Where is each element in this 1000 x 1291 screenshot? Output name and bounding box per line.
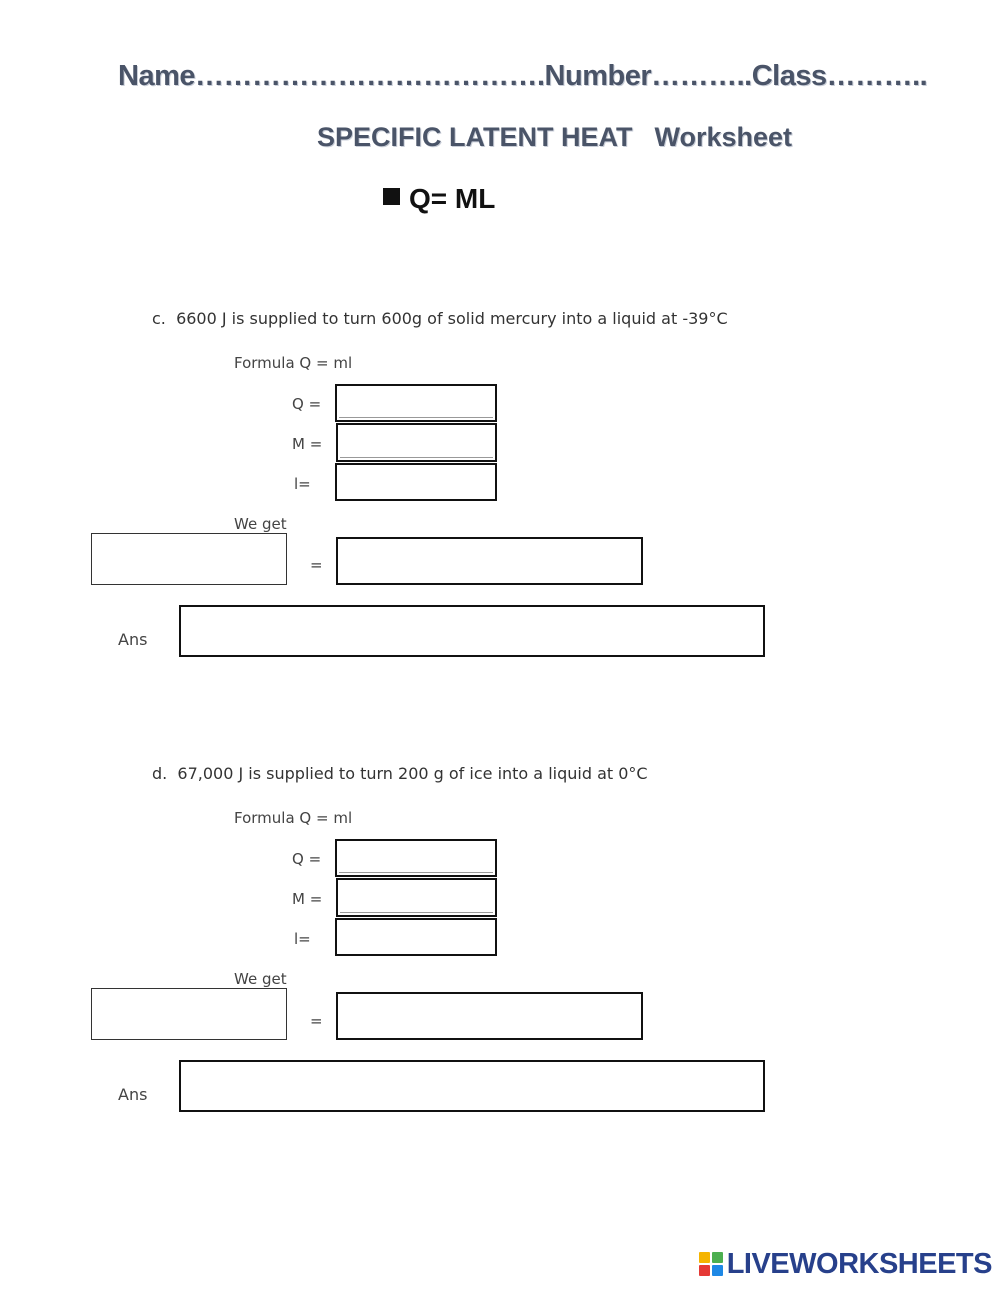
question-d-we-get-left-input[interactable]	[91, 988, 287, 1040]
square-bullet-icon	[383, 188, 400, 205]
question-d-ans-label: Ans	[118, 1085, 148, 1104]
question-c-statement: 6600 J is supplied to turn 600g of solid mercury into a liquid at -39°C	[176, 309, 728, 328]
question-c-we-get-right-input[interactable]	[336, 537, 643, 585]
question-c-formula: Formula Q = ml	[234, 354, 353, 372]
question-d-m-input[interactable]	[336, 878, 497, 917]
main-formula-text: Q= ML	[409, 183, 496, 214]
title-worksheet: Worksheet	[654, 122, 793, 152]
logo-block-4	[712, 1265, 723, 1276]
question-d-q-label: Q =	[292, 850, 322, 868]
question-c-prefix: c.	[152, 309, 166, 328]
main-formula	[383, 183, 495, 215]
logo-blocks-icon	[699, 1252, 723, 1276]
question-c-l-label: l=	[294, 475, 311, 493]
question-c-answer-input[interactable]	[179, 605, 765, 657]
question-d-statement: 67,000 J is supplied to turn 200 g of ice into a liquid at 0°C	[177, 764, 648, 783]
question-c-l-input[interactable]	[335, 463, 497, 501]
question-c-q-input[interactable]	[335, 384, 497, 422]
question-d-l-input[interactable]	[335, 918, 497, 956]
question-d-m-label: M =	[292, 890, 323, 908]
question-d-l-label: l=	[294, 930, 311, 948]
student-info-line: Name……………………………….Number………..Class………..	[118, 60, 928, 92]
logo-block-1	[699, 1252, 710, 1263]
question-d-we-get-label: We get	[234, 970, 287, 988]
question-c-text	[152, 309, 728, 328]
liveworksheets-logo	[699, 1249, 992, 1279]
question-c-q-label: Q =	[292, 395, 322, 413]
question-c-we-get-left-input[interactable]	[91, 533, 287, 585]
question-c-ans-label: Ans	[118, 630, 148, 649]
question-d-prefix: d.	[152, 764, 168, 783]
question-d-formula: Formula Q = ml	[234, 809, 353, 827]
worksheet-title	[317, 122, 792, 153]
question-c-m-input[interactable]	[336, 423, 497, 462]
question-c-equals-sign: =	[310, 556, 323, 574]
question-c-we-get-label: We get	[234, 515, 287, 533]
title-topic: SPECIFIC LATENT HEAT	[317, 122, 633, 152]
logo-text: LIVEWORKSHEETS	[726, 1247, 992, 1280]
question-d-answer-input[interactable]	[179, 1060, 765, 1112]
question-d-equals-sign: =	[310, 1012, 323, 1030]
question-d-we-get-right-input[interactable]	[336, 992, 643, 1040]
logo-block-2	[712, 1252, 723, 1263]
question-d-text	[152, 764, 648, 783]
logo-block-3	[699, 1265, 710, 1276]
question-c-m-label: M =	[292, 435, 323, 453]
question-d-q-input[interactable]	[335, 839, 497, 877]
